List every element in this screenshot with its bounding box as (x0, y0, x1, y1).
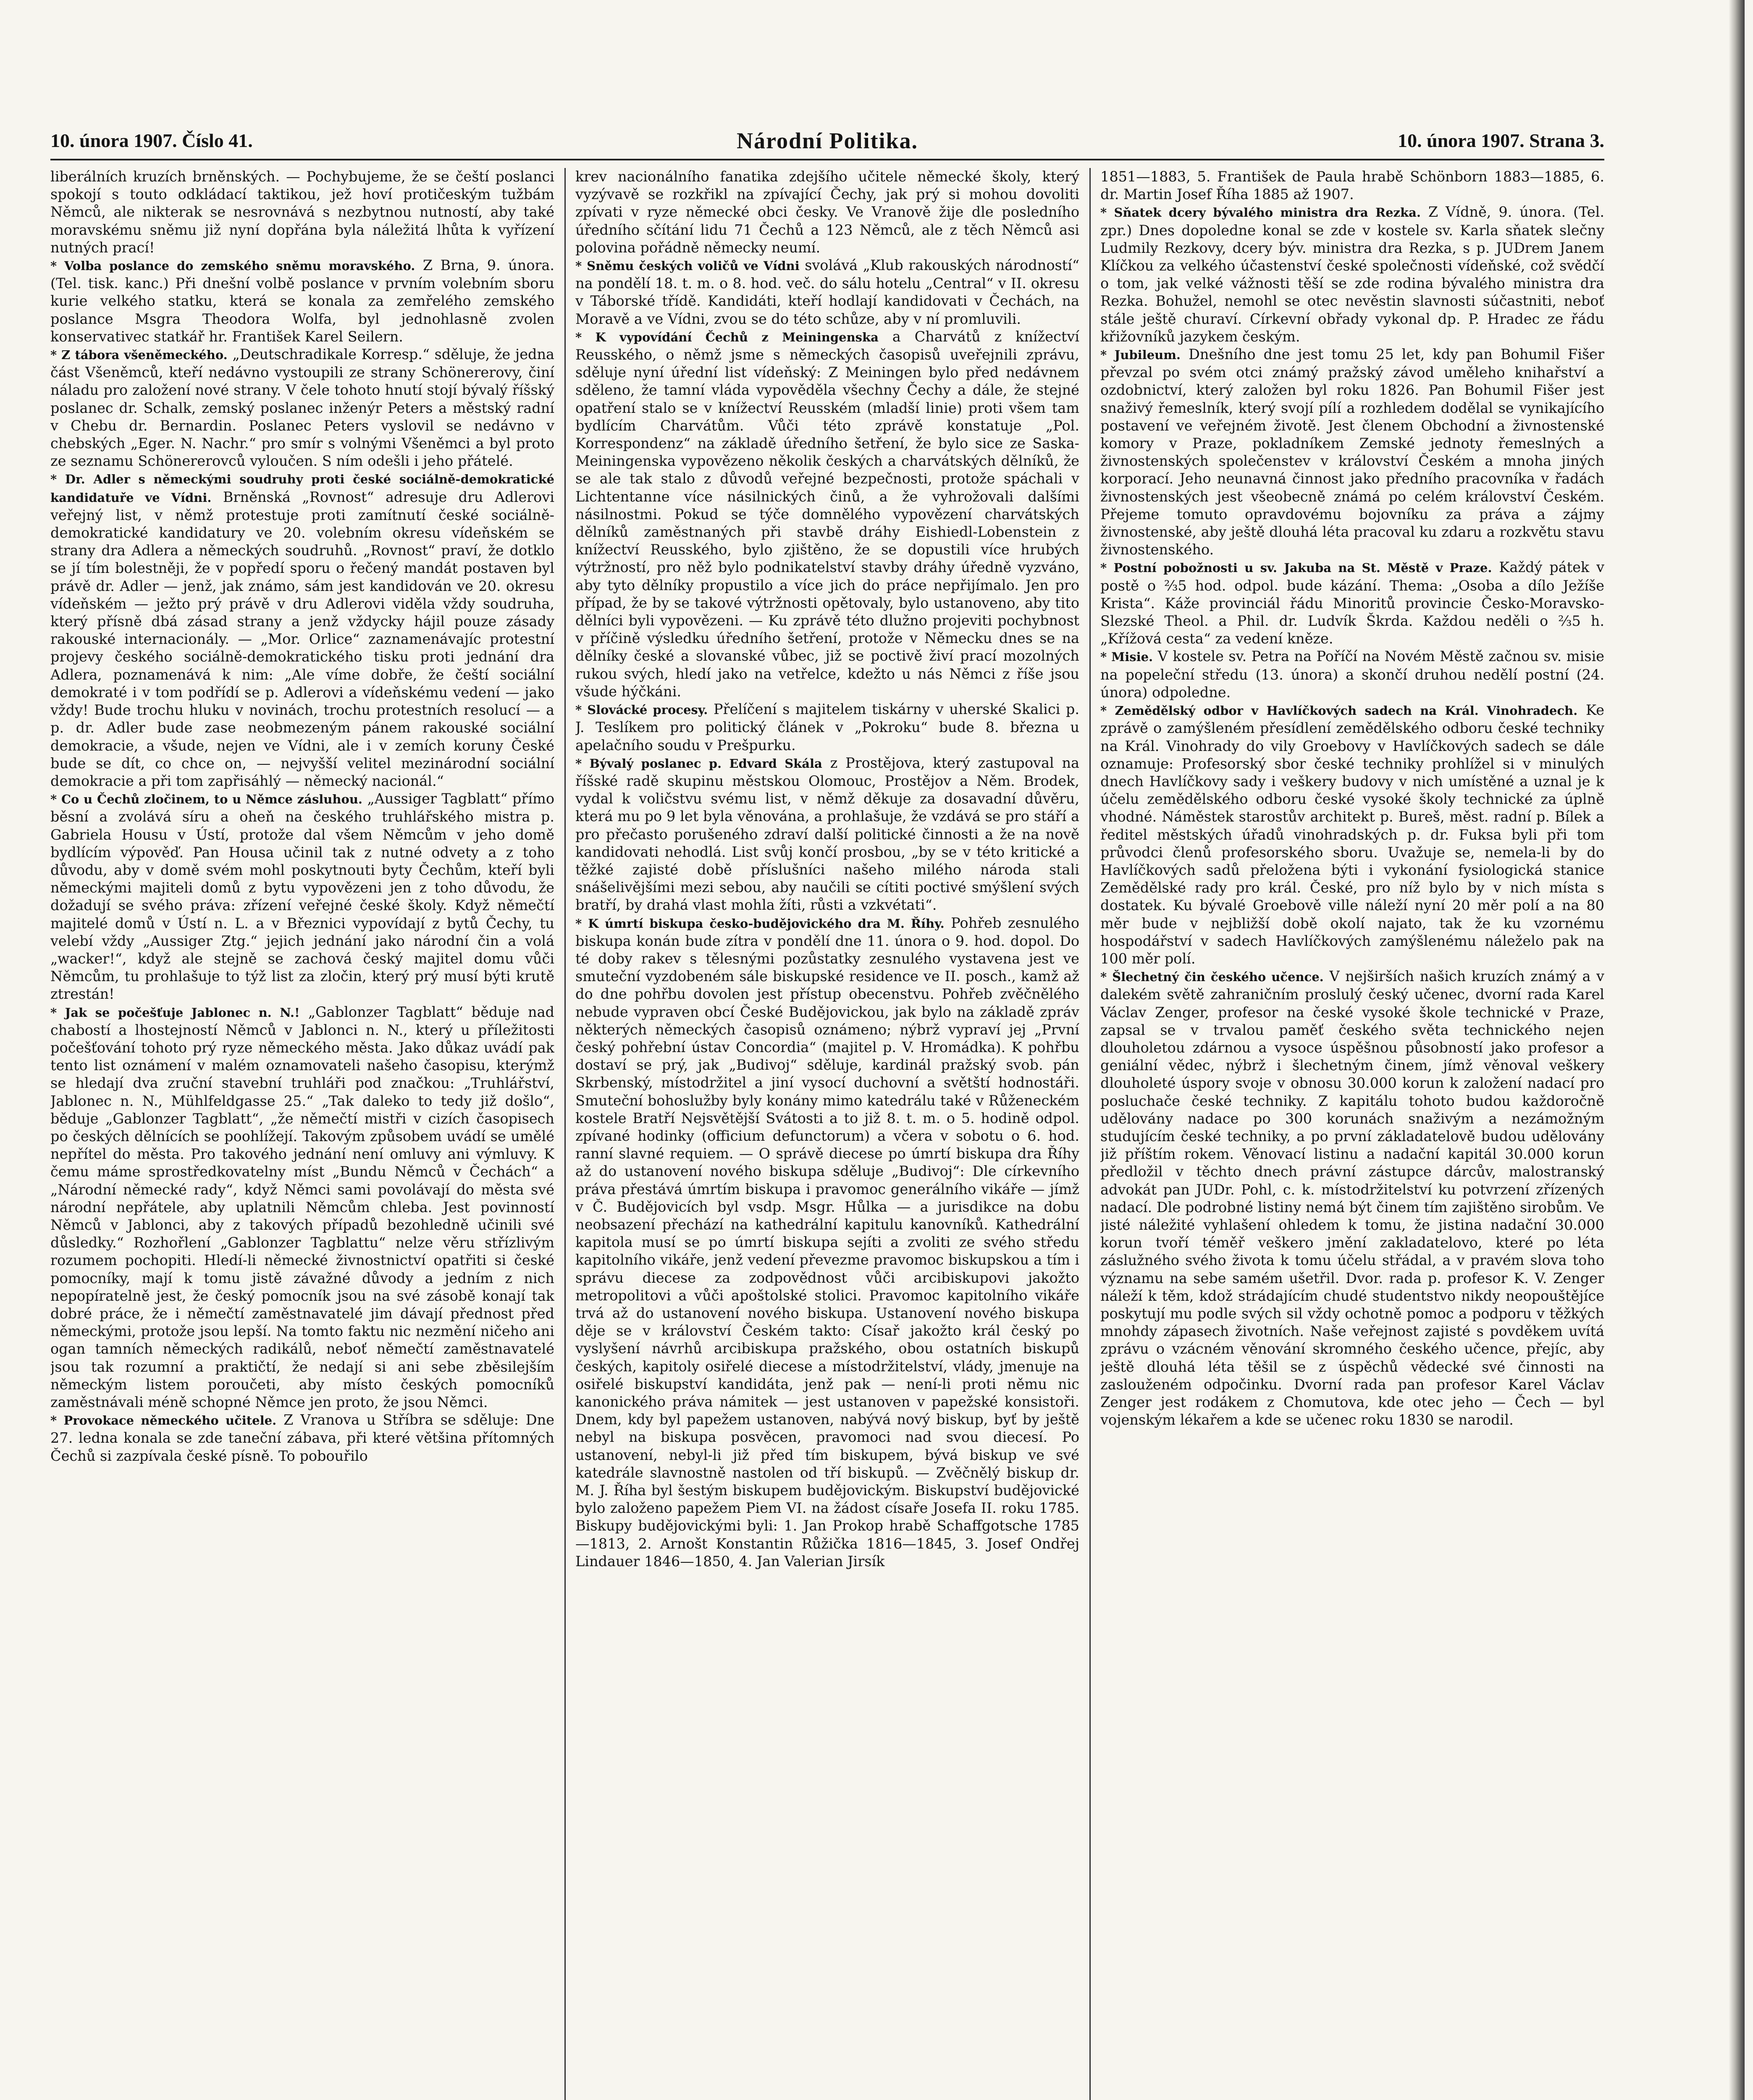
article-text: Přelíčení s majitelem tiskárny v uherské Skalici p. J. Teslíkem pro politický článek v „Pokroku“ bude 8. března u apelačního soudu v Prešpurku. (575, 701, 1079, 753)
article-heading: * Sňatek dcery bývalého ministra dra Rezka. (1100, 205, 1421, 220)
article-text: liberálních kruzích brněnských. — Pochybujeme, že se čeští poslanci spokojí s touto odkládací taktikou, jež hoví protičeským tužbám Němců, ale nikterak se nesrovnává s nezbytnou nutností, aby také moravskému sněmu již nyní dopřána byla náležitá lhůta k vyřízení nutných prací! (50, 168, 554, 256)
article-paragraph (1100, 168, 1604, 203)
article-text: „Aussiger Tagblatt“ přímo běsní a zvolává síru a oheň na českého truhlářského mistra p. Gabriela Housu v Ústí, protože dal všem Němcům v jeho domě bydlícím výpověď. Pan Housa učinil tak z nutné odvety a z toho důvodu, aby v domě svém mohl poskytnouti byty Čechům, kteří byli německými majiteli domů z bytu vypovězeni jen z toho důvodu, že dožadují se svého práva: zřízení veřejné české školy. Když němečtí majitelé domů v Ústí n. L. a v Březnici vypovídají z bytů Čechy, tu velebí vždy „Aussiger Ztg.“ jejich jednání jako národní čin a volá „wacker!“, když ale stejně se zachová český majitel domu vůči Němcům, tu prohlašuje to týž list za zločin, který prý musí býti krutě ztrestán! (50, 790, 554, 1003)
article-heading: * Volba poslance do zemského sněmu moravského. (50, 259, 415, 273)
article-heading: * Jubileum. (1100, 348, 1181, 362)
article-paragraph (50, 1003, 554, 1412)
column-rule (564, 168, 566, 2100)
header-rule (50, 159, 1604, 160)
article-text: Z Brna, 9. února. (Tel. tisk. kanc.) Při dnešní volbě poslance v prvním volebním sboru kurie velkého statku, která se konala za zemřelého zemského poslance Msgra Theodora Wolfa, byl jednohlasně zvolen konservativec statkář hr. František Karel Seilern. (50, 257, 554, 345)
article-text: „Deutschradikale Korresp.“ sděluje, že jedna část Všeněmců, kteří nedávno vystoupili ze strany Schönererovy, činí náladu pro založení nové strany. V čele tohoto hnutí stojí bývalý říšský poslanec dr. Schalk, zemský poslanec inženýr Peters a městský radní v Chebu dr. Bernardin. Poslanec Peters vyslovil se nedávno v chebských „Eger. N. Nachr.“ pro smír s volnými Všeněmci a byl proto ze seznamu Schönererovců vyloučen. S ním odešli i jeho přátelé. (50, 346, 554, 470)
article-heading: * K úmrtí biskupa česko-budějovického dra M. Říhy. (575, 916, 945, 931)
article-text: V nejširších našich kruzích známý a v dalekém světě zahraničním proslulý český učenec, dvorní rada Karel Václav Zenger, profesor na české vysoké škole technické v Praze, zapsal se v trvalou paměť českého světa technického nejen dlouholetou zdárnou a vysoce úspěšnou působností jako profesor a geniální vědec, nýbrž i šlechetným činem, jímž věnoval veškery dlouholeté úspory svoje v obnosu 30.000 korun k založení nadací pro posluchače české techniky. Z kapitálu tohoto budou každoročně udělovány nadace po 300 korunách snaživým a nezámožným studujícím české techniky, a po první základatelově budou udělovány již příštím rokem. Věnovací listinu a nadační kapitál 30.000 korun předložil v těchto dnech právní zástupce dárcův, malostranský advokát pan JUDr. Pohl, c. k. místodržitelství ku potvrzení zřízených nadací. Dle podrobné listiny nemá být činem tím zajištěno sirobům. Ve jisté náležité vyhlašení ohledem k tomu, že jistina nadační 30.000 korun tvoří téměř veškero jmění zakladatelovo, které po léta záslužného svého života k tomu účelu střádal, a v pravém slova toho významu na sebe samém ušetřil. Dvor. rada p. profesor K. V. Zenger náleží k těm, kdož strádajícím chudé studentstvo nikdy neopouštějíce poskytují mu podle svých sil vždy ochotně pomoc a podporu v těžkých mnohdy zápasech životních. Naše veřejnost zajisté s povděkem uvítá zprávu o vzácném věnování skromného českého učence, přejíc, aby ještě dlouhá léta těšil se z úspěchů vědecké své činnosti na zaslouženém odpočinku. Dvorní rada pan profesor Karel Václav Zenger jest rodákem z Chomutova, kde otec jeho — Čech — byl vojenským lékařem a kde se učenec roku 1830 se narodil. (1100, 968, 1604, 1428)
article-paragraph (1100, 968, 1604, 1429)
article-heading: * Z tábora všeněmeckého. (50, 348, 228, 362)
article-text: Pohřeb zesnulého biskupa konán bude zítra v pondělí dne 11. února o 9. hod. dopol. Do té doby rakev s tělesnými pozůstatky zesnulého vystavena jest ve smuteční vyzdobeném sále biskupské residence ve II. posch., kamž až do dne pohřbu dovolen jest přístup obecenstvu. Pohřeb zvěčnělého nebude vypraven obcí České Budějovickou, jak bylo na základě zpráv některých německých časopisů oznámeno; nýbrž vypraví jej „První český pohřební ústav Concordia“ (majitel p. V. Hromádka). K pohřbu dostaví se prý, jak „Budivoj“ sděluje, kardinál pražský svob. pán Skrbenský, místodržitel a jiní vysocí duchovní a světští hodnostáři. Smuteční bohoslužby byly konány mimo katedrálu také v Růženeckém kostele Bratří Nejsvětější Svátosti a to již 8. t. m. o 5. hodině odpol. zpívané hodinky (officium defunctorum) a včera v sobotu o 6. hod. ranní slavné requiem. — O správě diecese po úmrtí biskupa dra Říhy až do ustanovení nového biskupa sděluje „Budivoj“: Dle církevního práva přestává úmrtím biskupa i pravomoc generálního vikáře — jímž v Č. Budějovicích byl vsdp. Msgr. Hůlka — a jurisdikce na dobu neobsazení přechází na kathedrální kapitulu kanovníků. Kathedrální kapitola musí se po úmrtí biskupa sejíti a zvoliti ze svého středu kapitolního vikáře, jenž vedení převezme pravomoc biskupskou a tím i správu diecese za zodpovědnost vůči arcibiskupovi jakožto metropolitovi a vůči apoštolské stolici. Pravomoc kapitolního vikáře trvá až do ustanovení nového biskupa. Ustanovení nového biskupa děje se v království Českém takto: Císař jakožto král český po vyslyšení návrhů arcibiskupa pražského, obou ostatních biskupů českých, kapitoly osiřelé diecese a místodržitelství, vlády, jmenuje na osiřelé biskupství kandidáta, jenž pak — není-li proti němu nic kanonického práva námitek — jest ustanoven v papežské konsistoři. Dnem, kdy byl papežem ustanoven, nabývá nový biskup, byť by ještě nebyl na biskupa posvěcen, pravomoci nad svou diecesí. Po ustanovení, nebyl-li již před tím biskupem, bývá biskup ve své katedrále slavnostně nastolen od tří biskupů. — Zvěčnělý biskup dr. M. J. Říha byl šestým biskupem budějovickým. Biskupství budějovické bylo založeno papežem Piem VI. na žádost císaře Josefa II. roku 1785. Biskupy budějovickými byli: 1. Jan Prokop hrabě Schaffgotsche 1785—1813, 2. Arnošt Konstantin Růžička 1816—1845, 3. Josef Ondřej Lindauer 1846—1850, 4. Jan Valerian Jirsík (575, 914, 1079, 1570)
article-text: Brněnská „Rovnost“ adresuje dru Adlerovi veřejný list, v němž protestuje proti zamítnutí české sociálně-demokratické kandidatury ve 20. volebním okresu vídeňském se strany dra Adlera a německých soudruhů. „Rovnost“ praví, že dotklo se jí tím bolestněji, že v popředí sporu o řečený mandát postaven byl právě dr. Adler — jenž, jak známo, sám jest kandidován ve 20. okresu vídeňském — ježto prý právě v dru Adlerovi viděla vždy soudruha, který přísně dbá zásad strany a jenž vždycky hájil pouze zásady rakouské internacionály. — „Mor. Orlice“ zaznamenávajíc protestní projevy českého sociálně-demokratického tisku proti jednání dra Adlera, poznamenává k nim: „Ale víme dobře, že čeští sociální demokraté i v tom podřídí se p. Adlerovi a vídeňskému vedení — jako vždy! Bude trochu hluku v novinách, trochu protestních resolucí — a p. dr. Adler bude zase neobmezeným pánem rakouské sociální demokracie, a všude, nejen ve Vídni, ale i v zemích koruny České bude se dít, co chce on, — nejvyšší velitel mezinárodní sociální demokracie a při tom zapřisáhlý — německý nacionál.“ (50, 488, 554, 789)
article-text: Každý pátek v postě o ⅔5 hod. odpol. bude kázání. Thema: „Osoba a dílo Ježíše Krista“. Káže provinciál řádu Minoritů provincie Česko-Moravsko-Slezské Theol. a Phil. dr. Ludvík Škrda. Každou neděli o ⅔5 h. „Křížová cesta“ za vedení kněze. (1100, 559, 1604, 647)
article-text: „Gablonzer Tagblatt“ běduje nad chabostí a lhostejností Němců v Jablonci n. N., který u příležitosti počešťování tohoto prý ryze německého města. Jako důkaz uvádí pak tento list oznámení v malém oznamovateli našeho časopisu, kterýmž se hledají dva zruční stavební truhláři pod značkou: „Truhlářství, Jablonec n. N., Mühlfeldgasse 25.“ „Tak daleko to tedy již došlo“, běduje „Gablonzer Tagblatt“, „že němečtí mistři v cizích časopisech po českých dělnících se poohlížejí. Takovým způsobem uvádí se umělé nepřítel do města. Pro takového jednání není omluvy ani výmluvy. K čemu máme sprostředkovatelny míst „Bundu Němců v Čechách“ a „Národní německé rady“, když Němci sami povolávají do města své národní nepřátele, aby uplatnili Němcům chleba. Jest povinností Němců v Jablonci, aby z takových případů bezohledně učinili své důsledky.“ Rozhořlení „Gablonzer Tagblattu“ nelze věru střízlivým rozumem pochopiti. Hledí-li německé živnostnictví opatřiti si české pomocníky, mají k tomu jistě závažné důvody a jedním z nich nepopíratelně jest, že český pomocník jsou na své zásobě konají tak dobré práce, že i němečtí zaměstnavatelé jim dávají přednost před německými, protože jsou lepší. Na tomto faktu nic nezmění ničeho ani ogan tamních německých radikálů, neboť němečtí zaměstnavatelé jsou tak rozumní a praktičtí, že nedají si ani sebe zběsilejším německým listem poroučeti, aby místo českých pomocníků zaměstnávali méně schopné Němce jen proto, že jsou Němci. (50, 1003, 554, 1411)
article-text: Dnešního dne jest tomu 25 let, kdy pan Bohumil Fišer převzal po svém otci známý pražský závod uměleho knihařství a ozdobnictví, který založen byl roku 1826. Pan Bohumil Fišer jest snaživý řemeslník, který svojí pílí a rozhledem dodělal se vynikajícího postavení ve veřejném životě. Jest členem Obchodní a živnostenské komory v Praze, pokladníkem Zemské jednoty řemeslných a živnostenských společenstev v království Českém a mnoha jiných korporací. Jeho neunavná činnost jako předního pracovníka v řadách živnostenských jest všeobecně známá po celém království Českém. Přejeme tomuto opravdovému bojovníku za práva a zájmy živnostenské, aby ještě dlouhá léta pracoval ku zdaru a rozkvětu stavu živnostenského. (1100, 346, 1604, 558)
article-paragraph (575, 754, 1079, 914)
article-paragraph (575, 257, 1079, 328)
article-paragraph (1100, 648, 1604, 701)
newspaper-page (50, 126, 1604, 2100)
article-heading: * Provokace německého učitele. (50, 1413, 277, 1428)
article-heading: * Misie. (1100, 650, 1153, 664)
article-heading: * Zemědělský odbor v Havlíčkových sadech na Král. Vinohradech. (1100, 704, 1578, 718)
article-paragraph (575, 168, 1079, 257)
column-2 (575, 168, 1079, 2100)
article-heading: * Šlechetný čin českého učence. (1100, 970, 1324, 984)
article-text: svolává „Klub rakouských národností“ na pondělí 18. t. m. o 8. hod. več. do sálu hotelu „Central“ v II. okresu v Táborské třídě. Kandidáti, kteří hodlají kandidovati v Čechách, na Moravě a ve Vídni, zvou se do této schůze, aby v ní promluvili. (575, 257, 1079, 327)
article-heading: * Co u Čechů zločinem, to u Němce zásluhou. (50, 792, 363, 807)
article-paragraph (1100, 203, 1604, 346)
article-paragraph (575, 701, 1079, 754)
article-heading: * Sněmu českých voličů ve Vídni (575, 259, 800, 273)
article-heading: * Postní pobožnosti u sv. Jakuba na St. Městě v Praze. (1100, 561, 1492, 575)
article-text: krev nacionálního fanatika zdejšího učitele německé školy, který vyzývavě se rozkřikl na zpívající Čechy, jak prý si mohou dovoliti zpívati v ryze německé obci česky. Ve Vranově žije dle posledního úředního sčítání lidu 71 Čechů a 123 Němců, ale z těch Němců asi polovina pořádně německy neumí. (575, 168, 1079, 256)
column-rule (1089, 168, 1091, 2100)
article-heading: * K vypovídání Čechů z Meiningenska (575, 330, 879, 344)
article-paragraph (50, 1411, 554, 1465)
masthead-title: Národní Politika. (736, 128, 918, 153)
article-heading: * Jak se počešťuje Jablonec n. N.! (50, 1005, 300, 1020)
page-edge-shadow (1729, 0, 1745, 2100)
article-paragraph (575, 328, 1079, 701)
article-heading: * Dr. Adler s německými soudruhy proti české sociálně-demokratické kandidatuře ve Vídni. (50, 472, 554, 505)
article-text: Z Vídně, 9. února. (Tel. zpr.) Dnes dopoledne konal se zde v kostele sv. Karla sňatek slečny Ludmily Rezkovy, dcery býv. ministra dra Rezka, s p. JUDrem Janem Klíčkou za velkého účastenství české společnosti vídeňské, což svědčí o tom, jak velké vážnosti těší se zde rodina bývalého ministra dra Rezka. Bohužel, nemohl se otec nevěstin slavnosti súčastniti, neboť stále ještě churaví. Církevní obřady vykonal dp. P. Hradec ze řádu křižovníků jazykem českým. (1100, 204, 1604, 345)
article-text: Z Vranova u Stříbra se sděluje: Dne 27. ledna konala se zde taneční zábava, při které většina přítomných Čechů si zazpívala české písně. To pobouřilo (50, 1412, 554, 1464)
header-date-page: 10. února 1907. Strana 3. (1398, 130, 1604, 151)
article-paragraph (50, 790, 554, 1003)
article-heading: * Slovácké procesy. (575, 703, 708, 717)
page-header (50, 126, 1604, 155)
article-paragraph (50, 346, 554, 470)
article-text: V kostele sv. Petra na Poříčí na Novém Městě začnou sv. misie na popeleční středu (13. února) a skončí druhou nedělí postní (24. února) odpoledne. (1100, 648, 1604, 701)
article-text: Ke zprávě o zamýšleném přesídlení zemědělského odboru české techniky na Král. Vinohrady do vily Groebovy v Havlíčkových sadech se dále oznamuje: Profesorský sbor české techniky prohlížel si v minulých dnech Havlíčkovy sady i veškery budovy v nich umístěné a uznal je k účelu zemědělského odboru české vysoké školy technické za úplně vhodné. Náměstek starostův architekt p. Bureš, měst. radní p. Bílek a ředitel městských úřadů vinohradských p. dr. Fuksa byli při tom průvodci členů profesorského sboru. Uvažuje se, nemela-li by do Havlíčkových sadů přeložena býti i vykonání fysiologická stanice Zemědělské rady pro král. České, pro níž bylo by v nich místa s dostatek. Ku bývalé Groebově ville náleží nyní 20 měr polí a na 80 měr bude v nejbližší době okolí najato, tak že ku vzornému hospodářství v sadech Havlíčkových zamýšlenému náleželo pak na 100 měr polí. (1100, 702, 1604, 967)
column-1 (50, 168, 554, 2100)
text-columns (50, 168, 1604, 2100)
article-paragraph (50, 470, 554, 790)
article-heading: * Bývalý poslanec p. Edvard Skála (575, 756, 822, 771)
article-text: z Prostějova, který zastupoval na říšské radě skupinu městskou Olomouc, Prostějov a Něm. Brodek, vydal k voličstvu svému list, v němž děkuje za dosavadní důvěru, která mu po 9 let byla věnována, a prohlašuje, že vzdává se pro stáří a pro přečasto porušeného zdraví další politické činnosti a že na nově kandidovati nehodlá. List svůj končí prosbou, „by se v této kritické a těžké zajisté době příslušníci našeho milého národa stali snášelivějšími mezi sebou, aby naučili se cítiti poctivé smýšlení svých bratří, by drahá vlast mohla žíti, růsti a vzkvétati“. (575, 754, 1079, 914)
article-paragraph (1100, 701, 1604, 968)
article-paragraph (50, 257, 554, 346)
article-text: a Charvátů z knížectví Reusského, o němž jsme s německých časopisů uveřejnili zprávu, sděluje nyní úřední list vídeňský: Z Meiningen bylo před nedávnem sděleno, že tamní vláda vypověděla všechny Čechy a dále, že stejné opatření stalo se v knížectví Reusském (mladší linie) proti všem tam bydlícím Charvátům. Vůči této zprávě konstatuje „Pol. Korrespondenz“ na základě úředního šetření, že bylo sice ze Saska-Meiningenska vypovězeno několik českých a charvátských dělníků, že se ale tak stalo z důvodů veřejné bezpečnosti, protože spáchali v Lichtentanne více násilnických činů, a že vyhrožovali dalšími násilnostmi. Pokud se týče domnělého vypovězení charvátských dělníků zaměstnaných při stavbě dráhy Eishiedl-Lobenstein z knížectví Reusského, bylo zjištěno, že se dopustili více hrubých výtržností, pro něž bylo podnikatelství stavby dráhy úředně vyzváno, aby tyto dělníky propustilo a více jich do práce nepřijímalo. Jen pro případ, že by se takové výtržnosti opětovaly, bylo ustanoveno, aby tito dělníci byli vypovězeni. — Ku zprávě této dlužno projeviti pochybnost v příčině výsledku úředního šetření, protože v Německu dnes se na dělníky české a slovanské vůbec, již se poctivě živí prací mozolných rukou svých, hledí jako na vetřelce, kdežto u nás Němci z říše jsou všude hýčkáni. (575, 328, 1079, 700)
article-paragraph (575, 914, 1079, 1571)
article-paragraph (50, 168, 554, 257)
article-paragraph (1100, 559, 1604, 648)
header-date-issue: 10. února 1907. Číslo 41. (50, 130, 253, 151)
column-3 (1100, 168, 1604, 2100)
article-paragraph (1100, 346, 1604, 559)
article-text: 1851—1883, 5. František de Paula hrabě Schönborn 1883—1885, 6. dr. Martin Josef Říha 1885 až 1907. (1100, 168, 1604, 203)
